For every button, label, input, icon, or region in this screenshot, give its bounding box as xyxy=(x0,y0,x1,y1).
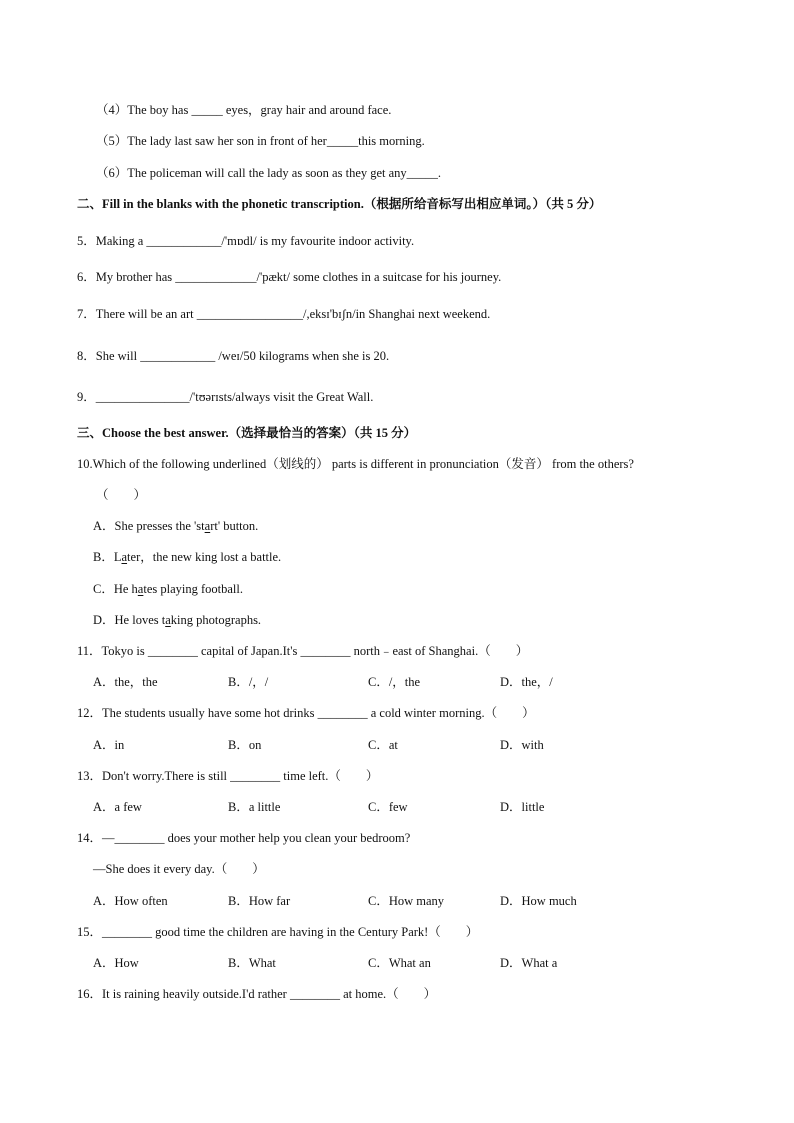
phonetic-item-7: 7．There will be an art _________________/,eksɪ'bɪʃn/in Shanghai next weekend. xyxy=(77,307,491,321)
question-14-stem: 14．—________ does your mother help you clean your bedroom? xyxy=(77,831,411,845)
question-15-option-a: A．How xyxy=(93,956,139,970)
question-14-option-b: B．How far xyxy=(228,894,291,908)
question-11-option-d: D．the，/ xyxy=(500,675,553,689)
question-15-stem: 15．________ good time the children are having in the Century Park!（ ） xyxy=(77,925,479,939)
section-2-heading: 二、Fill in the blanks with the phonetic transcription.（根据所给音标写出相应单词。）（共 5 分） xyxy=(77,197,602,211)
question-13-option-c: C．few xyxy=(368,800,408,814)
question-14-option-a: A．How often xyxy=(93,894,168,908)
question-13-option-a: A．a few xyxy=(93,800,142,814)
phonetic-item-8: 8．She will ____________ /weɪ/50 kilograms when she is 20. xyxy=(77,349,390,363)
question-14-option-d: D．How much xyxy=(500,894,577,908)
phonetic-item-6: 6．My brother has _____________/'pækt/ some clothes in a suitcase for his journey. xyxy=(77,270,502,284)
question-item-5: （5）The lady last saw her son in front of her_____this morning. xyxy=(96,134,425,148)
section-3-heading: 三、Choose the best answer.（选择最恰当的答案）（共 15 分） xyxy=(77,426,417,440)
phonetic-item-5: 5．Making a ____________/'mɒdl/ is my favourite indoor activity. xyxy=(77,234,415,248)
question-11-stem: 11．Tokyo is ________ capital of Japan.It's ________ north﹣east of Shanghai.（ ） xyxy=(77,644,529,658)
underlined-letter: a xyxy=(204,519,211,533)
question-13-option-d: D．little xyxy=(500,800,545,814)
question-11-option-a: A．the，the xyxy=(93,675,158,689)
question-10-option-c: C．He hates playing football. xyxy=(93,582,243,596)
question-10-option-d: D．He loves taking photographs. xyxy=(93,613,262,627)
question-11-option-c: C．/，the xyxy=(368,675,421,689)
underlined-letter: a xyxy=(137,582,144,596)
question-13-option-b: B．a little xyxy=(228,800,281,814)
question-14-reply: —She does it every day.（ ） xyxy=(93,862,265,876)
question-10-option-a: A．She presses the 'start' button. xyxy=(93,519,259,533)
underlined-letter: a xyxy=(121,550,128,564)
question-12-option-c: C．at xyxy=(368,738,398,752)
question-14-option-c: C．How many xyxy=(368,894,445,908)
question-10-stem: 10.Which of the following underlined（划线的） parts is different in pronunciation（发音） from the others? xyxy=(77,457,634,471)
question-12-option-b: B．on xyxy=(228,738,262,752)
question-item-4: （4）The boy has _____ eyes，gray hair and around face. xyxy=(96,103,392,117)
question-10-option-b: B．Later，the new king lost a battle. xyxy=(93,550,282,564)
phonetic-item-9: 9．_______________/'tʊərɪsts/always visit the Great Wall. xyxy=(77,390,374,404)
question-10-answer-paren: （ ） xyxy=(96,488,147,502)
question-12-stem: 12．The students usually have some hot drinks ________ a cold winter morning.（ ） xyxy=(77,706,535,720)
question-16-stem: 16．It is raining heavily outside.I'd rather ________ at home.（ ） xyxy=(77,987,437,1001)
question-15-option-d: D．What a xyxy=(500,956,558,970)
question-12-option-a: A．in xyxy=(93,738,125,752)
question-item-6: （6）The policeman will call the lady as soon as they get any_____. xyxy=(96,166,442,180)
question-11-option-b: B．/，/ xyxy=(228,675,269,689)
question-12-option-d: D．with xyxy=(500,738,544,752)
question-15-option-c: C．What an xyxy=(368,956,431,970)
question-15-option-b: B．What xyxy=(228,956,276,970)
question-13-stem: 13．Don't worry.There is still ________ time left.（ ） xyxy=(77,769,379,783)
underlined-letter: a xyxy=(165,613,171,627)
